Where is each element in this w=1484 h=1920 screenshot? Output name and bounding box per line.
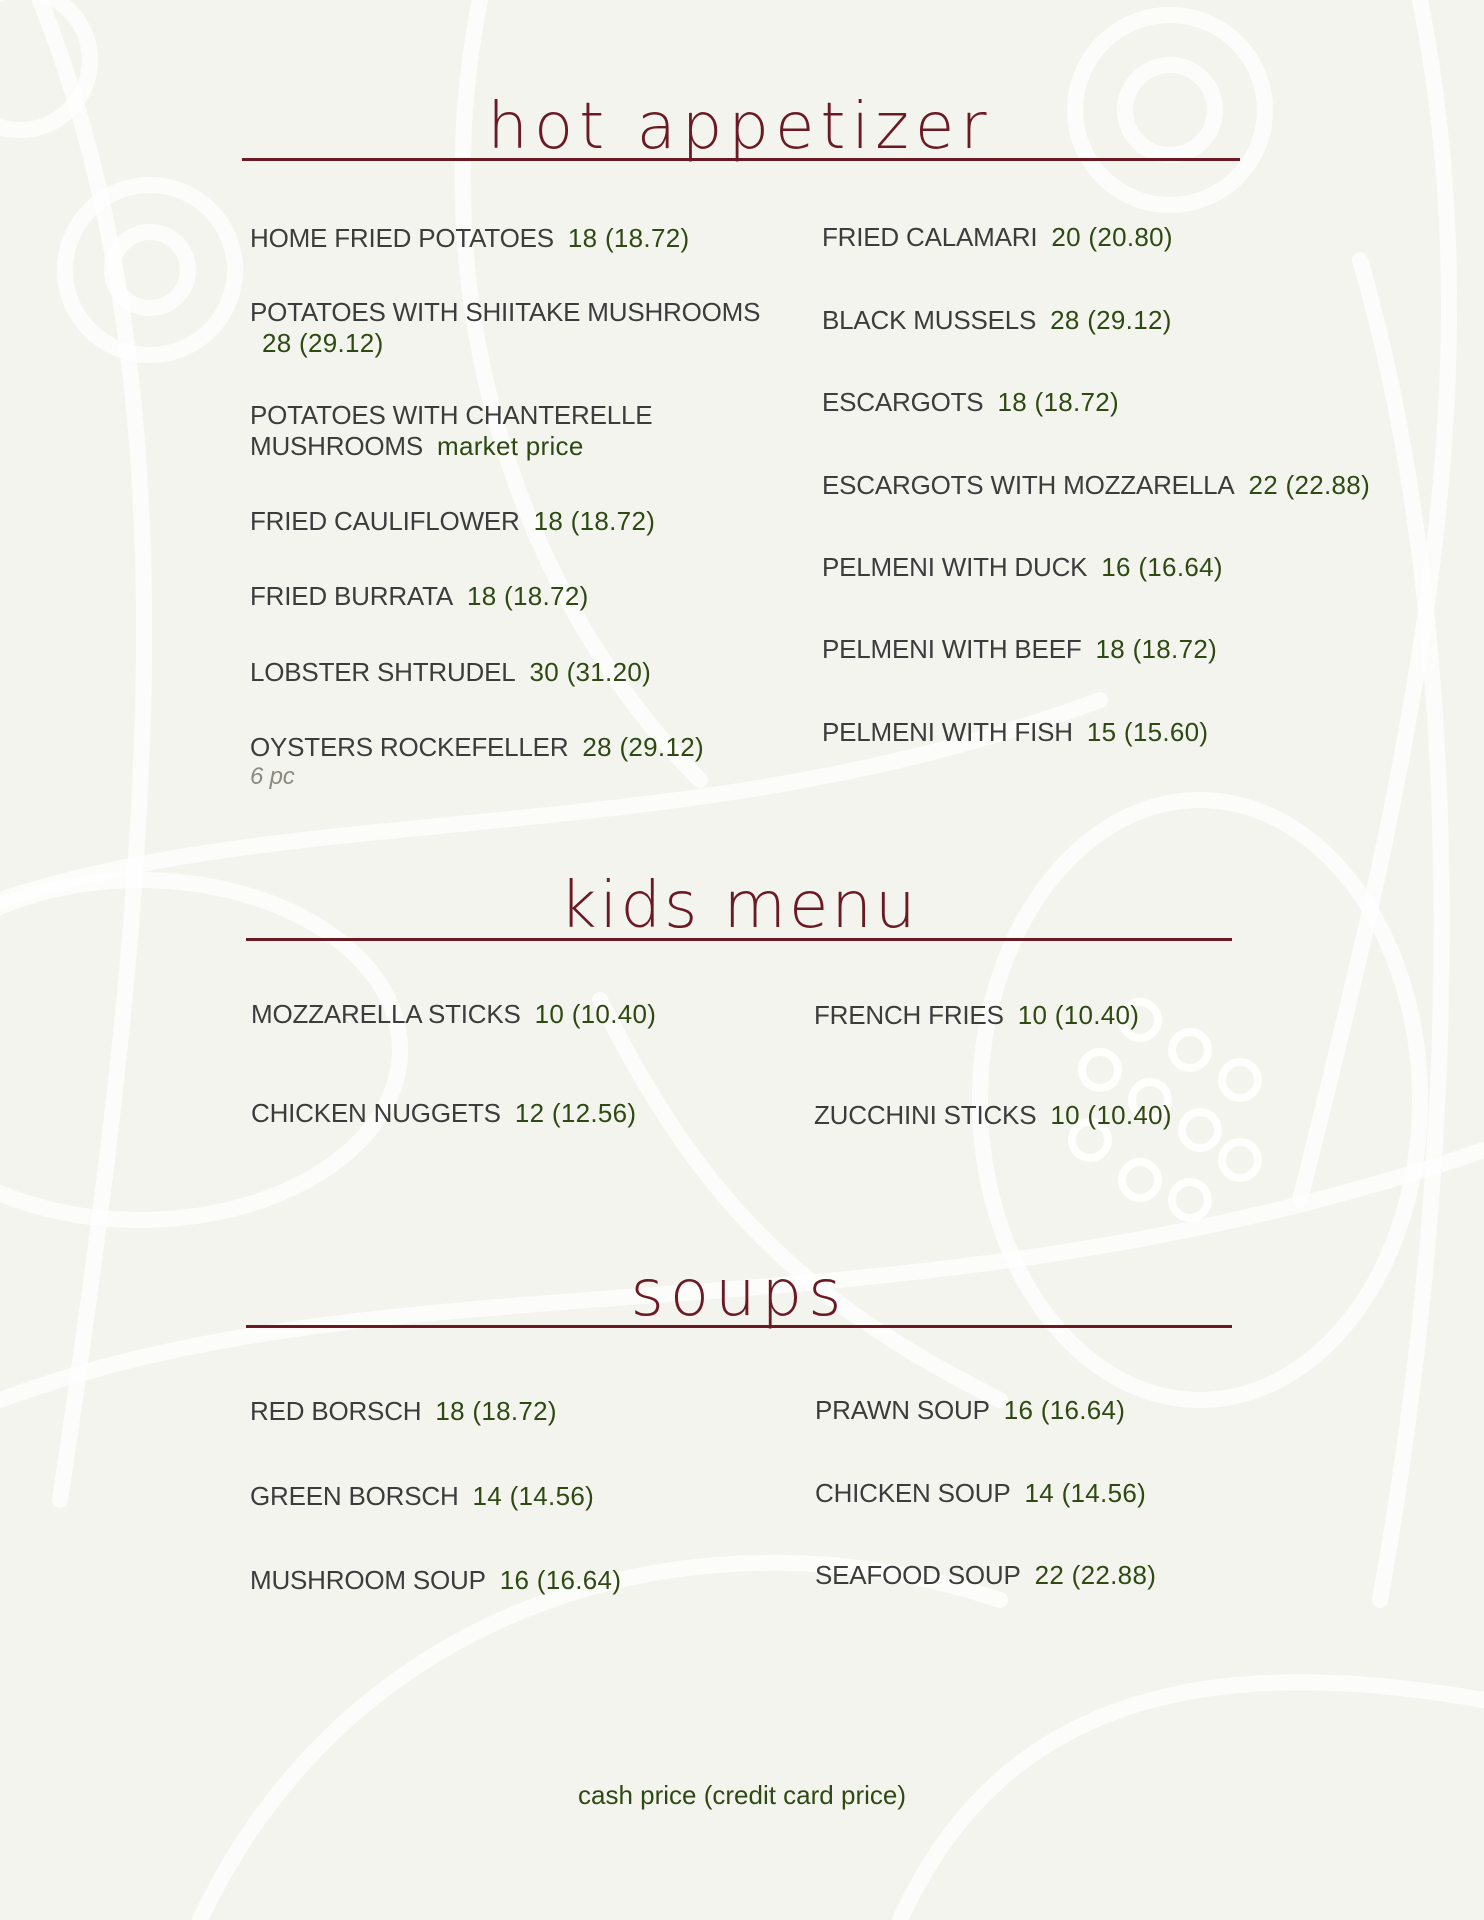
item-price: 18 (18.72) (533, 506, 656, 536)
item-price: 16 (16.64) (1003, 1395, 1126, 1425)
item-price: 28 (29.12) (262, 328, 384, 358)
item-price: 16 (16.64) (1101, 552, 1223, 582)
menu-item (814, 1100, 1172, 1131)
menu-item (822, 387, 1119, 418)
item-name: OYSTERS ROCKEFELLER (250, 732, 569, 762)
menu-item (815, 1395, 1125, 1426)
item-name: FRENCH FRIES (814, 1000, 1004, 1030)
item-price: 18 (18.72) (997, 387, 1119, 417)
menu-item (815, 1560, 1156, 1591)
menu-item (822, 717, 1208, 748)
menu-item (250, 297, 770, 359)
item-price: 10 (10.40) (1017, 1000, 1140, 1030)
item-name: SEAFOOD SOUP (815, 1560, 1021, 1590)
menu-item (250, 581, 589, 612)
item-name: HOME FRIED POTATOES (250, 223, 554, 253)
item-price: 20 (20.80) (1051, 222, 1173, 252)
item-name: ESCARGOTS WITH MOZZARELLA (822, 470, 1235, 500)
item-price: 18 (18.72) (467, 581, 589, 611)
item-price: 30 (31.20) (529, 657, 652, 687)
item-price: 10 (10.40) (534, 999, 657, 1029)
item-name: CHICKEN SOUP (815, 1478, 1011, 1508)
section-divider (242, 158, 1240, 161)
item-name: PELMENI WITH FISH (822, 717, 1073, 747)
item-name: POTATOES WITH CHANTERELLE MUSHROOMS (250, 400, 653, 461)
item-name: LOBSTER SHTRUDEL (250, 657, 516, 687)
section-title-hot-appetizer: hot appetizer (487, 90, 993, 164)
item-name: BLACK MUSSELS (822, 305, 1037, 335)
menu-item (814, 1000, 1139, 1031)
menu-item (251, 1098, 636, 1129)
item-name: PELMENI WITH DUCK (822, 552, 1088, 582)
item-price: 16 (16.64) (499, 1565, 622, 1595)
item-price: 14 (14.56) (1024, 1478, 1147, 1508)
menu-item (250, 1565, 621, 1596)
item-price: 28 (29.12) (582, 732, 704, 762)
item-name: PELMENI WITH BEEF (822, 634, 1082, 664)
section-divider (246, 938, 1232, 941)
menu-item (822, 552, 1223, 583)
item-price: 18 (18.72) (1095, 634, 1218, 664)
section-divider (246, 1325, 1232, 1328)
item-name: ESCARGOTS (822, 387, 984, 417)
item-name: MOZZARELLA STICKS (251, 999, 521, 1029)
item-name: POTATOES WITH SHIITAKE MUSHROOMS (250, 297, 761, 327)
menu-item (250, 223, 689, 254)
item-price: 15 (15.60) (1086, 717, 1209, 747)
item-price: 22 (22.88) (1248, 470, 1371, 500)
menu-item (250, 1481, 594, 1512)
item-price: market price (436, 431, 584, 461)
menu-item (250, 657, 651, 688)
item-name: FRIED CAULIFLOWER (250, 506, 520, 536)
menu-item (250, 400, 680, 462)
menu-item (822, 634, 1217, 665)
item-name: GREEN BORSCH (250, 1481, 459, 1511)
menu-item (250, 732, 704, 791)
item-price: 18 (18.72) (567, 223, 690, 253)
item-price: 10 (10.40) (1050, 1100, 1172, 1130)
item-price: 22 (22.88) (1034, 1560, 1157, 1590)
section-title-kids-menu: kids menu (559, 869, 919, 943)
menu-item (251, 999, 656, 1030)
menu-item (822, 470, 1370, 501)
item-name: CHICKEN NUGGETS (251, 1098, 501, 1128)
menu-item (250, 506, 655, 537)
item-price: 18 (18.72) (435, 1396, 557, 1426)
item-name: FRIED BURRATA (250, 581, 454, 611)
item-price: 12 (12.56) (514, 1098, 637, 1128)
price-legend-footer: cash price (credit card price) (578, 1780, 906, 1810)
item-name: RED BORSCH (250, 1396, 422, 1426)
item-price: 14 (14.56) (472, 1481, 595, 1511)
menu-item (250, 1396, 557, 1427)
menu-item (822, 305, 1172, 336)
item-name: PRAWN SOUP (815, 1395, 990, 1425)
item-name: FRIED CALAMARI (822, 222, 1038, 252)
section-title-soups: soups (630, 1257, 848, 1331)
item-note: 6 pc (250, 763, 295, 790)
item-name: ZUCCHINI STICKS (814, 1100, 1037, 1130)
menu-item (822, 222, 1173, 253)
item-price: 28 (29.12) (1050, 305, 1172, 335)
item-name: MUSHROOM SOUP (250, 1565, 486, 1595)
menu-item (815, 1478, 1146, 1509)
